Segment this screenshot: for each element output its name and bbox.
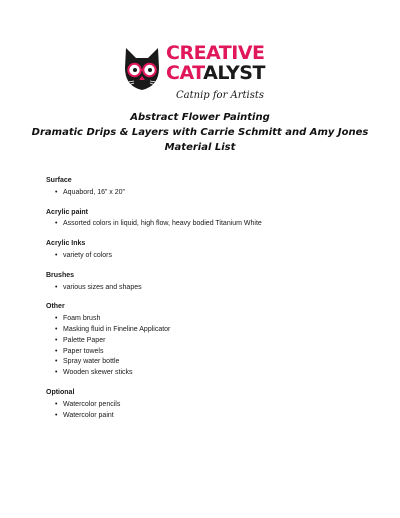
item-list — [46, 283, 366, 294]
list-item: • Foam brush — [63, 314, 366, 325]
list-item: • various sizes and shapes — [63, 283, 366, 294]
material-section — [46, 302, 366, 379]
document-subtitle: Dramatic Drips & Layers with Carrie Schmitt and Amy Jones — [31, 127, 369, 138]
list-item: • Palette Paper — [63, 336, 366, 347]
brand-word-catalyst — [166, 64, 286, 83]
item-list — [46, 314, 366, 379]
list-title: Material List — [164, 142, 236, 153]
list-item: • Watercolor paint — [63, 411, 366, 422]
document-header — [0, 110, 400, 155]
brand-word-creative: CREATIVE — [166, 42, 265, 64]
brand-word-alyst: ALYST — [203, 62, 265, 84]
material-section — [46, 208, 366, 231]
list-item: • Masking fluid in Fineline Applicator — [63, 325, 366, 336]
material-section — [46, 388, 366, 421]
item-list — [46, 251, 366, 262]
section-heading: Brushes — [46, 271, 75, 279]
section-heading: Other — [46, 303, 65, 311]
brand-wordmark — [166, 44, 286, 83]
section-heading: Surface — [46, 177, 72, 184]
list-item: • Wooden skewer sticks — [63, 368, 366, 379]
list-item: • Watercolor pencils — [63, 400, 366, 411]
item-list — [46, 219, 366, 230]
list-item: • Assorted colors in liquid, high flow, heavy bodied Titanium White — [63, 219, 366, 230]
brand-word-cat: CAT — [166, 62, 204, 84]
material-section — [46, 239, 366, 262]
brand-logo — [122, 44, 282, 112]
section-heading: Acrylic Inks — [46, 240, 86, 248]
cat-with-glasses-icon — [122, 46, 162, 92]
item-list — [46, 400, 366, 422]
material-section — [46, 271, 366, 294]
material-list — [46, 176, 366, 430]
brand-tagline: Catnip for Artists — [176, 90, 265, 101]
section-heading: Acrylic paint — [46, 208, 89, 216]
item-list — [46, 188, 366, 199]
list-item: • variety of colors — [63, 251, 366, 262]
document-title: Abstract Flower Painting — [130, 112, 270, 123]
list-item: • Spray water bottle — [63, 357, 366, 368]
section-heading: Optional — [46, 388, 75, 396]
material-section — [46, 176, 366, 199]
list-item: • Aquabord, 16” x 20” — [63, 188, 366, 199]
list-item: • Paper towels — [63, 347, 366, 358]
